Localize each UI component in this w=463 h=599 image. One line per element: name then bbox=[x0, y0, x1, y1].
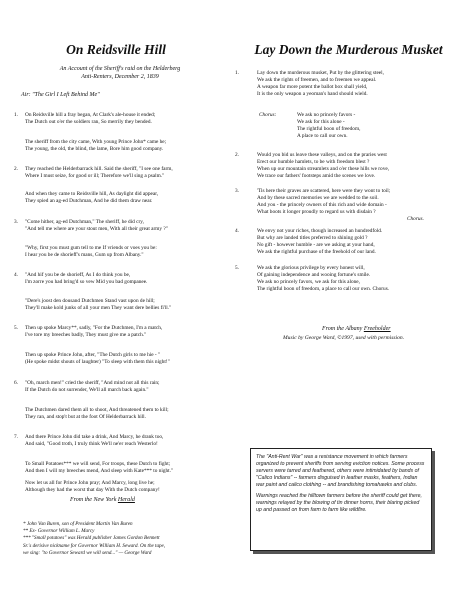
verse-number: 5. bbox=[14, 325, 18, 331]
verse-line: We trace our fathers' footsteps amid the scenes we love. bbox=[257, 173, 376, 180]
verse-line: The Dutchmen dared them all to shoot, And threatened them to kill; bbox=[25, 407, 169, 413]
verse-line: "And tell me where are your stout men, With all their great army ?" bbox=[25, 226, 168, 233]
verse-line: A place to call our own. bbox=[297, 133, 348, 140]
verse-line: And by these sacred memories we are wedded to the soil. bbox=[257, 195, 379, 202]
verse-line: If the Dutch do not surrender, We'll all march back again." bbox=[25, 387, 149, 394]
verse-line: I'm zorre you had bring'd so vew Mid you bad gompanee. bbox=[25, 279, 148, 286]
verse-line: "Dere's joost den dousand Dutchmen Stand vast upon de hill; bbox=[25, 298, 155, 304]
verse-line: "And hif you be de shorieff, As I do think you be, bbox=[25, 272, 131, 278]
verse-line: And when they came to Reidsville hill, As daylight did appear, bbox=[25, 191, 159, 197]
verse-line: They'll make kold junks of all your men They want dere bellies fi'll." bbox=[25, 305, 172, 312]
verse-line: And you - the princely owners of this rich and wide domain - bbox=[257, 202, 387, 209]
verse-line: (He spoke midst shouts of laughter) "To sleep with them this night!" bbox=[25, 359, 170, 366]
right-source: From the Albany Freeholder bbox=[322, 326, 391, 332]
chorus-reference: Chorus. bbox=[407, 216, 424, 223]
verse-number: 2. bbox=[235, 152, 239, 158]
verse-line: We ask for this alone - bbox=[297, 119, 345, 126]
verse-line: We ask the glorious privilege by every honest will, bbox=[257, 265, 365, 271]
verse-line: No gift - however humble - are we asking at your hand, bbox=[257, 242, 375, 249]
verse-line: Lay down the murderous musket, Put by the glittering steel, bbox=[257, 70, 384, 76]
verse-line: "Why, first you must gum tell to me If vriends or voes you be: bbox=[25, 245, 157, 251]
verse-line: Now let us all for Prince John pray; And Marcy, long live he; bbox=[25, 480, 155, 486]
footnotes: * John Van Buren, son of President Martin Van Buren ** Ex- Governor William L. Marcy *** "Small potatoes" was Herald publisher James Gordon Bennett Sr.'s derisive nickname for Governor William H. Seward. On the tape, we sing: "to Governor Seward we will send..." — George Ward bbox=[23, 521, 166, 556]
verse-line: To Small Potatoes*** we will send, For troops, these Dutch to fight; bbox=[25, 461, 171, 467]
verse-line: They spied an ag-ed Dutchman, And he did them draw near. bbox=[25, 198, 153, 205]
verse-line: It is the only weapon a yeoman's hand should wield. bbox=[257, 91, 368, 98]
verse-line: Although they had the worst that day With the Dutch company! bbox=[25, 487, 160, 494]
verse-line: Then up spoke Prince John, after, "The Dutch girls to me hie - " bbox=[25, 352, 161, 358]
verse-line: They reached the Helderbarrack hill. Said the sheriff, "I see one farm, bbox=[25, 166, 173, 172]
verse-line: We ask no princely favors, we ask for this alone, bbox=[257, 279, 360, 286]
verse-line: And said, "Good troth, I truly think We'll ne'er reach Westerlo! bbox=[25, 441, 158, 448]
verse-line: The rightful boon of freedom, bbox=[297, 126, 361, 133]
verse-line: Where I must seize, for good or ill; Therefore we'll sing a psalm." bbox=[25, 173, 165, 180]
verse-line: The sheriff from the city came, With young Prince John* came he; bbox=[25, 139, 167, 145]
left-source: From the New York Herald bbox=[70, 497, 135, 503]
verse-line: And then I will my breeches mend, And sleep with Kate*** to night." bbox=[25, 468, 174, 475]
box-paragraph-1: The "Anti-Rent War" was a resistance movement in which farmers organized to prevent sheriffs from serving eviction notices. Some process servers were tarred and feathered, others were intimidated by bands of "Calico Indians" -- farmers disguised in leather masks, feathers, Indian war paint and calico clothing -- and brandishing tomahawks and clubs. bbox=[256, 454, 425, 488]
verse-number: 4. bbox=[235, 228, 239, 234]
verse-number: 3. bbox=[235, 188, 239, 194]
verse-number: 6. bbox=[14, 380, 18, 386]
verse-line: We ask no princely favors - bbox=[297, 112, 356, 118]
verse-line: We envy not your riches, though increased an hundredfold. bbox=[257, 228, 383, 234]
verse-line: When up our mountain streamlets and o'er these hills we rove, bbox=[257, 166, 390, 173]
verse-line: Then up spoke Marcy**, sadly, "For the Dutchmen, I'm a match, bbox=[25, 325, 163, 331]
verse-line: Erect our humble hamlets, to be with freedom blest ? bbox=[257, 159, 370, 166]
air-tune: Air: "The Girl I Left Behind Me" bbox=[21, 92, 100, 98]
verse-line: But why are landed titles preferred to shining gold ? bbox=[257, 235, 368, 242]
song-subtitle-left: An Account of the Sheriff's raid on the Helderberg Anti-Renters, December 2, 1839 bbox=[59, 66, 181, 80]
verse-line: We ask the rightful purchase of the freehold of our land. bbox=[257, 249, 376, 256]
verse-line: "Come hither, ag-ed Dutchman," The sheriff, he did cry, bbox=[25, 219, 144, 225]
song-title-right: Lay Down the Murderous Musket bbox=[254, 42, 443, 57]
verse-line: On Reidsville hill a fray began, At Clark's ale-house it ended; bbox=[25, 112, 156, 118]
music-credit: Music by George Ward, ©1997, used with permission. bbox=[283, 335, 405, 341]
verse-line: And there Prince John did take a drink, And Marcy, he drank too, bbox=[25, 434, 164, 440]
verse-line: The young, the old, the blind, the lame, Bore him good company. bbox=[25, 146, 164, 153]
verse-line: We ask the rights of freemen, and to freemen we appeal. bbox=[257, 77, 377, 84]
verse-line: The Dutch out o'er the soldiers ran, So merrily they bended. bbox=[25, 119, 152, 126]
verse-line: 'Tis here their graves are scattered, here were they wont to toil; bbox=[257, 188, 391, 194]
verse-number: 4. bbox=[14, 272, 18, 278]
song-title-left: On Reidsville Hill bbox=[66, 42, 166, 57]
verse-line: Of gaining independence and wooing fortune's smile. bbox=[257, 272, 371, 279]
verse-number: 1. bbox=[14, 112, 18, 118]
verse-line: Would you bid us leave these valleys, and on the praries west bbox=[257, 152, 387, 158]
verse-number: 1. bbox=[235, 70, 239, 76]
verse-number: 5. bbox=[235, 265, 239, 271]
verse-line: A weapon far more potent the ballot box shall yield, bbox=[257, 84, 368, 91]
verse-line: I've tore my breeches badly, They must give me a patch." bbox=[25, 332, 147, 339]
verse-line: I hear you be de shorieff's mans, Gum up from Albany." bbox=[25, 252, 144, 259]
verse-line: The rightful boon of freedom, a place to call our own. Chorus. bbox=[257, 286, 390, 293]
verse-line: "Oh, march men!" cried the sheriff, "And mind not all this rain; bbox=[25, 380, 160, 386]
verse-number: 7. bbox=[14, 434, 18, 440]
verse-number: 3. bbox=[14, 219, 18, 225]
box-paragraph-2: Warnings reached the hilltown farmers before the sheriff could get there, warnings relayed by the blowing of tin dinner horns, their blaring picked up and passed on from farm to farm like wildfire. bbox=[256, 493, 422, 513]
verse-number: 2. bbox=[14, 166, 18, 172]
chorus-label: Chorus: bbox=[259, 112, 277, 118]
verse-line: What boots it longer proudly to regard us with disdain ? bbox=[257, 209, 376, 216]
anti-rent-war-box bbox=[250, 448, 432, 551]
verse-line: They ran, and stop't but at the foot Of Helderbarrack hill. bbox=[25, 414, 146, 421]
